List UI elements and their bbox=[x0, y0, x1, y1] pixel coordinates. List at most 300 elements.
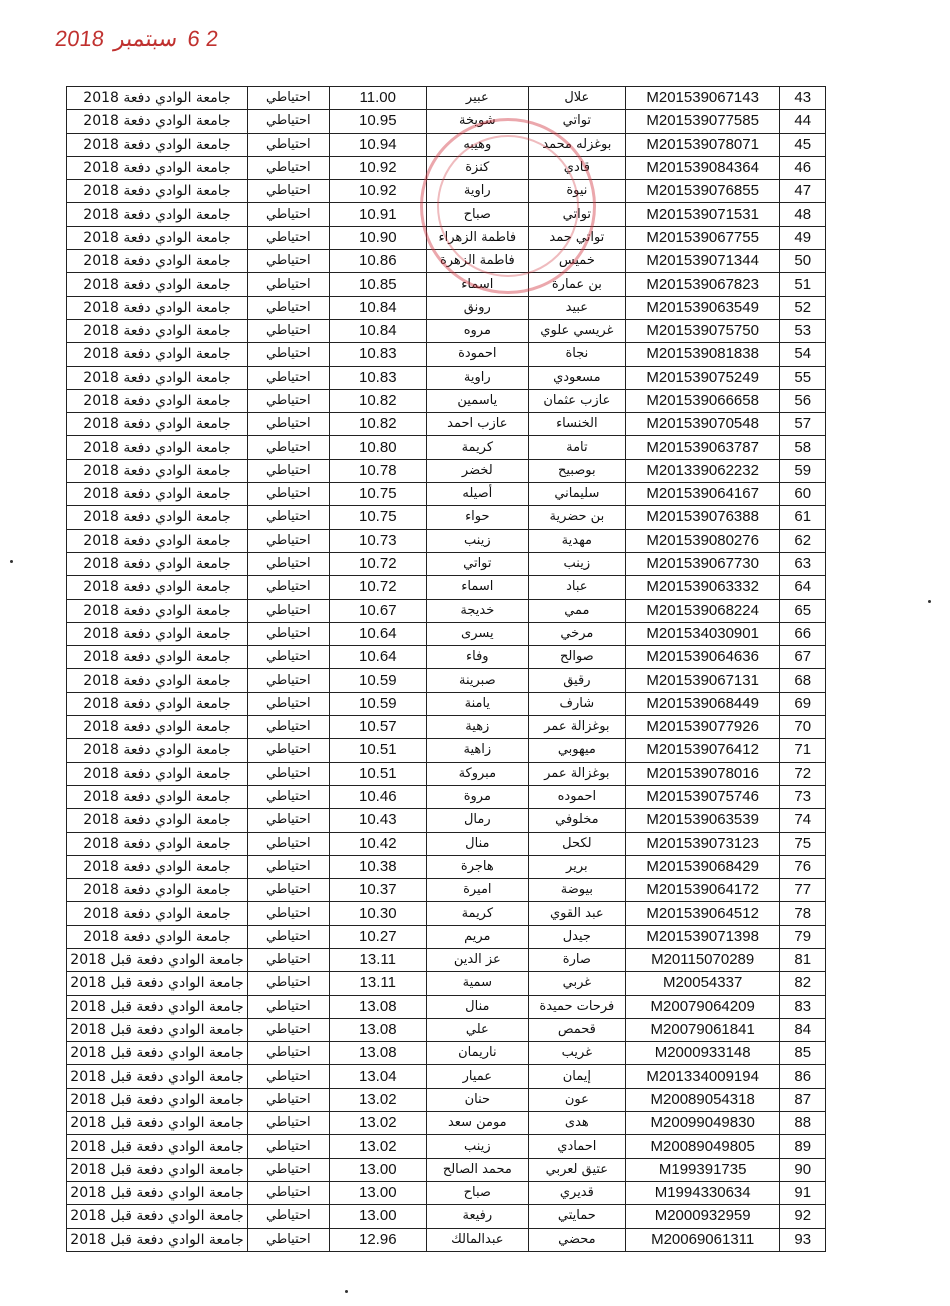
institution-cell: جامعة الوادي دفعة 2018 bbox=[67, 250, 248, 273]
institution-cell: جامعة الوادي دفعة 2018 bbox=[67, 459, 248, 482]
status-cell: احتياطي bbox=[247, 483, 329, 506]
first-name-cell: يامنة bbox=[426, 692, 528, 715]
average-cell: 13.04 bbox=[329, 1065, 426, 1088]
institution-cell: جامعة الوادي دفعة قبل 2018 bbox=[67, 1088, 248, 1111]
status-cell: احتياطي bbox=[247, 809, 329, 832]
average-cell: 10.84 bbox=[329, 296, 426, 319]
matricule-cell: M201539068449 bbox=[625, 692, 780, 715]
table-row bbox=[67, 250, 826, 273]
first-name-cell: مومن سعد bbox=[426, 1112, 528, 1135]
row-number-cell: 68 bbox=[780, 669, 826, 692]
matricule-cell: M201539075746 bbox=[625, 785, 780, 808]
average-cell: 10.59 bbox=[329, 692, 426, 715]
row-number-cell: 59 bbox=[780, 459, 826, 482]
average-cell: 10.75 bbox=[329, 483, 426, 506]
matricule-cell: M201539063549 bbox=[625, 296, 780, 319]
institution-cell: جامعة الوادي دفعة قبل 2018 bbox=[67, 1065, 248, 1088]
table-row bbox=[67, 972, 826, 995]
table-row bbox=[67, 319, 826, 342]
first-name-cell: عازب احمد bbox=[426, 413, 528, 436]
matricule-cell: M201334009194 bbox=[625, 1065, 780, 1088]
status-cell: احتياطي bbox=[247, 319, 329, 342]
row-number-cell: 51 bbox=[780, 273, 826, 296]
row-number-cell: 45 bbox=[780, 133, 826, 156]
row-number-cell: 46 bbox=[780, 156, 826, 179]
first-name-cell: وهيبه bbox=[426, 133, 528, 156]
row-number-cell: 76 bbox=[780, 855, 826, 878]
last-name-cell: قادي bbox=[528, 156, 625, 179]
last-name-cell: خميس bbox=[528, 250, 625, 273]
last-name-cell: هدى bbox=[528, 1112, 625, 1135]
row-number-cell: 67 bbox=[780, 646, 826, 669]
institution-cell: جامعة الوادي دفعة 2018 bbox=[67, 879, 248, 902]
status-cell: احتياطي bbox=[247, 622, 329, 645]
table-row bbox=[67, 483, 826, 506]
row-number-cell: 66 bbox=[780, 622, 826, 645]
institution-cell: جامعة الوادي دفعة 2018 bbox=[67, 902, 248, 925]
last-name-cell: بوغزالة عمر bbox=[528, 716, 625, 739]
institution-cell: جامعة الوادي دفعة 2018 bbox=[67, 739, 248, 762]
first-name-cell: محمد الصالح bbox=[426, 1158, 528, 1181]
matricule-cell: M20054337 bbox=[625, 972, 780, 995]
row-number-cell: 86 bbox=[780, 1065, 826, 1088]
matricule-cell: M201539064172 bbox=[625, 879, 780, 902]
status-cell: احتياطي bbox=[247, 250, 329, 273]
last-name-cell: رقيق bbox=[528, 669, 625, 692]
last-name-cell: غريب bbox=[528, 1042, 625, 1065]
matricule-cell: M201539071398 bbox=[625, 925, 780, 948]
last-name-cell: عازب عثمان bbox=[528, 389, 625, 412]
status-cell: احتياطي bbox=[247, 529, 329, 552]
row-number-cell: 52 bbox=[780, 296, 826, 319]
matricule-cell: M20079064209 bbox=[625, 995, 780, 1018]
status-cell: احتياطي bbox=[247, 1135, 329, 1158]
table-row bbox=[67, 785, 826, 808]
average-cell: 10.95 bbox=[329, 110, 426, 133]
first-name-cell: حنان bbox=[426, 1088, 528, 1111]
matricule-cell: M201539078071 bbox=[625, 133, 780, 156]
last-name-cell: قحمص bbox=[528, 1018, 625, 1041]
matricule-cell: M2000933148 bbox=[625, 1042, 780, 1065]
institution-cell: جامعة الوادي دفعة 2018 bbox=[67, 622, 248, 645]
row-number-cell: 57 bbox=[780, 413, 826, 436]
institution-cell: جامعة الوادي دفعة قبل 2018 bbox=[67, 1205, 248, 1228]
table-row bbox=[67, 110, 826, 133]
first-name-cell: سمية bbox=[426, 972, 528, 995]
first-name-cell: رونق bbox=[426, 296, 528, 319]
matricule-cell: M201539068224 bbox=[625, 599, 780, 622]
matricule-cell: M201539071344 bbox=[625, 250, 780, 273]
table-row bbox=[67, 552, 826, 575]
matricule-cell: M201539063539 bbox=[625, 809, 780, 832]
status-cell: احتياطي bbox=[247, 879, 329, 902]
status-cell: احتياطي bbox=[247, 273, 329, 296]
last-name-cell: نيوة bbox=[528, 180, 625, 203]
status-cell: احتياطي bbox=[247, 133, 329, 156]
institution-cell: جامعة الوادي دفعة 2018 bbox=[67, 576, 248, 599]
matricule-cell: M199391735 bbox=[625, 1158, 780, 1181]
status-cell: احتياطي bbox=[247, 948, 329, 971]
first-name-cell: راوية bbox=[426, 366, 528, 389]
last-name-cell: احموده bbox=[528, 785, 625, 808]
institution-cell: جامعة الوادي دفعة 2018 bbox=[67, 809, 248, 832]
last-name-cell: عباد bbox=[528, 576, 625, 599]
last-name-cell: محضي bbox=[528, 1228, 625, 1251]
institution-cell: جامعة الوادي دفعة قبل 2018 bbox=[67, 995, 248, 1018]
first-name-cell: راوية bbox=[426, 180, 528, 203]
table-row bbox=[67, 87, 826, 110]
status-cell: احتياطي bbox=[247, 832, 329, 855]
institution-cell: جامعة الوادي دفعة 2018 bbox=[67, 855, 248, 878]
table-row bbox=[67, 832, 826, 855]
table-row bbox=[67, 1018, 826, 1041]
institution-cell: جامعة الوادي دفعة 2018 bbox=[67, 762, 248, 785]
status-cell: احتياطي bbox=[247, 389, 329, 412]
average-cell: 10.85 bbox=[329, 273, 426, 296]
row-number-cell: 64 bbox=[780, 576, 826, 599]
matricule-cell: M201539075249 bbox=[625, 366, 780, 389]
institution-cell: جامعة الوادي دفعة 2018 bbox=[67, 110, 248, 133]
table-row bbox=[67, 925, 826, 948]
table-row bbox=[67, 855, 826, 878]
average-cell: 10.59 bbox=[329, 669, 426, 692]
last-name-cell: غربي bbox=[528, 972, 625, 995]
status-cell: احتياطي bbox=[247, 925, 329, 948]
last-name-cell: حمايتي bbox=[528, 1205, 625, 1228]
average-cell: 10.75 bbox=[329, 506, 426, 529]
matricule-cell: M201539081838 bbox=[625, 343, 780, 366]
table-row bbox=[67, 436, 826, 459]
matricule-cell: M20069061311 bbox=[625, 1228, 780, 1251]
table-row bbox=[67, 739, 826, 762]
last-name-cell: تامة bbox=[528, 436, 625, 459]
row-number-cell: 78 bbox=[780, 902, 826, 925]
average-cell: 10.83 bbox=[329, 343, 426, 366]
last-name-cell: تواتي bbox=[528, 203, 625, 226]
matricule-cell: M2000932959 bbox=[625, 1205, 780, 1228]
average-cell: 13.08 bbox=[329, 1018, 426, 1041]
status-cell: احتياطي bbox=[247, 669, 329, 692]
row-number-cell: 48 bbox=[780, 203, 826, 226]
matricule-cell: M201539075750 bbox=[625, 319, 780, 342]
table-row bbox=[67, 133, 826, 156]
row-number-cell: 60 bbox=[780, 483, 826, 506]
average-cell: 13.08 bbox=[329, 995, 426, 1018]
matricule-cell: M201539080276 bbox=[625, 529, 780, 552]
last-name-cell: بوصبيح bbox=[528, 459, 625, 482]
status-cell: احتياطي bbox=[247, 1018, 329, 1041]
table-row bbox=[67, 459, 826, 482]
first-name-cell: زينب bbox=[426, 529, 528, 552]
row-number-cell: 81 bbox=[780, 948, 826, 971]
first-name-cell: منال bbox=[426, 832, 528, 855]
first-name-cell: فاطمة الزهراء bbox=[426, 226, 528, 249]
average-cell: 13.00 bbox=[329, 1158, 426, 1181]
status-cell: احتياطي bbox=[247, 995, 329, 1018]
row-number-cell: 74 bbox=[780, 809, 826, 832]
row-number-cell: 54 bbox=[780, 343, 826, 366]
first-name-cell: اسماء bbox=[426, 576, 528, 599]
table-row bbox=[67, 948, 826, 971]
status-cell: احتياطي bbox=[247, 203, 329, 226]
matricule-cell: M201534030901 bbox=[625, 622, 780, 645]
matricule-cell: M201539064636 bbox=[625, 646, 780, 669]
matricule-cell: M20115070289 bbox=[625, 948, 780, 971]
status-cell: احتياطي bbox=[247, 646, 329, 669]
institution-cell: جامعة الوادي دفعة 2018 bbox=[67, 180, 248, 203]
scan-speck bbox=[345, 1290, 348, 1293]
row-number-cell: 90 bbox=[780, 1158, 826, 1181]
table-row bbox=[67, 1088, 826, 1111]
matricule-cell: M20079061841 bbox=[625, 1018, 780, 1041]
row-number-cell: 72 bbox=[780, 762, 826, 785]
first-name-cell: وفاء bbox=[426, 646, 528, 669]
matricule-cell: M201539064167 bbox=[625, 483, 780, 506]
status-cell: احتياطي bbox=[247, 552, 329, 575]
last-name-cell: بوغزله محمد bbox=[528, 133, 625, 156]
table-row bbox=[67, 669, 826, 692]
average-cell: 10.51 bbox=[329, 739, 426, 762]
average-cell: 10.91 bbox=[329, 203, 426, 226]
last-name-cell: زينب bbox=[528, 552, 625, 575]
row-number-cell: 62 bbox=[780, 529, 826, 552]
institution-cell: جامعة الوادي دفعة قبل 2018 bbox=[67, 1018, 248, 1041]
matricule-cell: M201539076855 bbox=[625, 180, 780, 203]
institution-cell: جامعة الوادي دفعة 2018 bbox=[67, 389, 248, 412]
average-cell: 10.92 bbox=[329, 180, 426, 203]
average-cell: 13.00 bbox=[329, 1205, 426, 1228]
table-row bbox=[67, 1158, 826, 1181]
average-cell: 10.42 bbox=[329, 832, 426, 855]
table-row bbox=[67, 692, 826, 715]
average-cell: 10.86 bbox=[329, 250, 426, 273]
status-cell: احتياطي bbox=[247, 506, 329, 529]
last-name-cell: بن حضرية bbox=[528, 506, 625, 529]
first-name-cell: عميار bbox=[426, 1065, 528, 1088]
institution-cell: جامعة الوادي دفعة قبل 2018 bbox=[67, 948, 248, 971]
average-cell: 10.90 bbox=[329, 226, 426, 249]
average-cell: 10.82 bbox=[329, 389, 426, 412]
last-name-cell: لكحل bbox=[528, 832, 625, 855]
average-cell: 10.78 bbox=[329, 459, 426, 482]
status-cell: احتياطي bbox=[247, 576, 329, 599]
table-row bbox=[67, 506, 826, 529]
row-number-cell: 61 bbox=[780, 506, 826, 529]
last-name-cell: مرخي bbox=[528, 622, 625, 645]
handwritten-date-stamp bbox=[53, 26, 220, 56]
institution-cell: جامعة الوادي دفعة قبل 2018 bbox=[67, 972, 248, 995]
table-row bbox=[67, 995, 826, 1018]
average-cell: 10.92 bbox=[329, 156, 426, 179]
row-number-cell: 71 bbox=[780, 739, 826, 762]
first-name-cell: يسرى bbox=[426, 622, 528, 645]
first-name-cell: اميرة bbox=[426, 879, 528, 902]
average-cell: 10.83 bbox=[329, 366, 426, 389]
row-number-cell: 75 bbox=[780, 832, 826, 855]
average-cell: 13.02 bbox=[329, 1088, 426, 1111]
status-cell: احتياطي bbox=[247, 1228, 329, 1251]
table-row bbox=[67, 203, 826, 226]
last-name-cell: فرحات حميدة bbox=[528, 995, 625, 1018]
date-year: 2018 bbox=[53, 26, 106, 51]
matricule-cell: M201539076412 bbox=[625, 739, 780, 762]
last-name-cell: برير bbox=[528, 855, 625, 878]
date-day: 2 6 bbox=[186, 26, 220, 51]
average-cell: 10.64 bbox=[329, 622, 426, 645]
row-number-cell: 58 bbox=[780, 436, 826, 459]
first-name-cell: حواء bbox=[426, 506, 528, 529]
matricule-cell: M201539076388 bbox=[625, 506, 780, 529]
institution-cell: جامعة الوادي دفعة 2018 bbox=[67, 506, 248, 529]
first-name-cell: عبدالمالك bbox=[426, 1228, 528, 1251]
status-cell: احتياطي bbox=[247, 739, 329, 762]
row-number-cell: 83 bbox=[780, 995, 826, 1018]
average-cell: 13.02 bbox=[329, 1112, 426, 1135]
row-number-cell: 47 bbox=[780, 180, 826, 203]
first-name-cell: مروة bbox=[426, 785, 528, 808]
average-cell: 10.46 bbox=[329, 785, 426, 808]
first-name-cell: منال bbox=[426, 995, 528, 1018]
first-name-cell: علي bbox=[426, 1018, 528, 1041]
average-cell: 10.80 bbox=[329, 436, 426, 459]
first-name-cell: مروه bbox=[426, 319, 528, 342]
matricule-cell: M1994330634 bbox=[625, 1181, 780, 1204]
matricule-cell: M20089049805 bbox=[625, 1135, 780, 1158]
matricule-cell: M20099049830 bbox=[625, 1112, 780, 1135]
last-name-cell: صارة bbox=[528, 948, 625, 971]
table-row bbox=[67, 646, 826, 669]
row-number-cell: 87 bbox=[780, 1088, 826, 1111]
date-month: سبتمبر bbox=[112, 26, 179, 51]
institution-cell: جامعة الوادي دفعة 2018 bbox=[67, 296, 248, 319]
last-name-cell: بن عمارة bbox=[528, 273, 625, 296]
first-name-cell: زينب bbox=[426, 1135, 528, 1158]
institution-cell: جامعة الوادي دفعة 2018 bbox=[67, 343, 248, 366]
status-cell: احتياطي bbox=[247, 1112, 329, 1135]
last-name-cell: نجاة bbox=[528, 343, 625, 366]
row-number-cell: 65 bbox=[780, 599, 826, 622]
table-row bbox=[67, 622, 826, 645]
first-name-cell: اسماء bbox=[426, 273, 528, 296]
institution-cell: جامعة الوادي دفعة 2018 bbox=[67, 203, 248, 226]
average-cell: 10.64 bbox=[329, 646, 426, 669]
matricule-cell: M201539064512 bbox=[625, 902, 780, 925]
table-row bbox=[67, 879, 826, 902]
table-row bbox=[67, 1181, 826, 1204]
status-cell: احتياطي bbox=[247, 1088, 329, 1111]
table-row bbox=[67, 529, 826, 552]
last-name-cell: بيوضة bbox=[528, 879, 625, 902]
status-cell: احتياطي bbox=[247, 226, 329, 249]
first-name-cell: فاطمة الزهرة bbox=[426, 250, 528, 273]
row-number-cell: 49 bbox=[780, 226, 826, 249]
row-number-cell: 91 bbox=[780, 1181, 826, 1204]
average-cell: 13.11 bbox=[329, 972, 426, 995]
status-cell: احتياطي bbox=[247, 436, 329, 459]
first-name-cell: خديجة bbox=[426, 599, 528, 622]
row-number-cell: 53 bbox=[780, 319, 826, 342]
first-name-cell: أصيله bbox=[426, 483, 528, 506]
last-name-cell: احمادي bbox=[528, 1135, 625, 1158]
row-number-cell: 44 bbox=[780, 110, 826, 133]
institution-cell: جامعة الوادي دفعة 2018 bbox=[67, 529, 248, 552]
table-row bbox=[67, 1135, 826, 1158]
institution-cell: جامعة الوادي دفعة 2018 bbox=[67, 832, 248, 855]
matricule-cell: M201539063332 bbox=[625, 576, 780, 599]
institution-cell: جامعة الوادي دفعة 2018 bbox=[67, 646, 248, 669]
first-name-cell: تواتي bbox=[426, 552, 528, 575]
last-name-cell: علال bbox=[528, 87, 625, 110]
matricule-cell: M201539063787 bbox=[625, 436, 780, 459]
average-cell: 10.38 bbox=[329, 855, 426, 878]
matricule-cell: M201539071531 bbox=[625, 203, 780, 226]
table-row bbox=[67, 389, 826, 412]
status-cell: احتياطي bbox=[247, 156, 329, 179]
institution-cell: جامعة الوادي دفعة 2018 bbox=[67, 436, 248, 459]
first-name-cell: ياسمين bbox=[426, 389, 528, 412]
row-number-cell: 84 bbox=[780, 1018, 826, 1041]
institution-cell: جامعة الوادي دفعة 2018 bbox=[67, 716, 248, 739]
table-row bbox=[67, 413, 826, 436]
row-number-cell: 93 bbox=[780, 1228, 826, 1251]
table-row bbox=[67, 1042, 826, 1065]
matricule-cell: M201539067755 bbox=[625, 226, 780, 249]
status-cell: احتياطي bbox=[247, 1158, 329, 1181]
last-name-cell: صوالح bbox=[528, 646, 625, 669]
institution-cell: جامعة الوادي دفعة 2018 bbox=[67, 226, 248, 249]
row-number-cell: 55 bbox=[780, 366, 826, 389]
matricule-cell: M201539078016 bbox=[625, 762, 780, 785]
matricule-cell: M201539067730 bbox=[625, 552, 780, 575]
row-number-cell: 43 bbox=[780, 87, 826, 110]
matricule-cell: M201539077926 bbox=[625, 716, 780, 739]
status-cell: احتياطي bbox=[247, 1205, 329, 1228]
institution-cell: جامعة الوادي دفعة 2018 bbox=[67, 552, 248, 575]
records-table-body bbox=[67, 87, 826, 1252]
row-number-cell: 85 bbox=[780, 1042, 826, 1065]
institution-cell: جامعة الوادي دفعة قبل 2018 bbox=[67, 1228, 248, 1251]
matricule-cell: M201539084364 bbox=[625, 156, 780, 179]
row-number-cell: 70 bbox=[780, 716, 826, 739]
institution-cell: جامعة الوادي دفعة 2018 bbox=[67, 413, 248, 436]
first-name-cell: كنزة bbox=[426, 156, 528, 179]
institution-cell: جامعة الوادي دفعة 2018 bbox=[67, 319, 248, 342]
table-row bbox=[67, 180, 826, 203]
last-name-cell: جيدل bbox=[528, 925, 625, 948]
first-name-cell: زاهية bbox=[426, 739, 528, 762]
last-name-cell: شارف bbox=[528, 692, 625, 715]
first-name-cell: كريمة bbox=[426, 436, 528, 459]
table-row bbox=[67, 762, 826, 785]
last-name-cell: غريسي علوي bbox=[528, 319, 625, 342]
average-cell: 10.51 bbox=[329, 762, 426, 785]
first-name-cell: لخضر bbox=[426, 459, 528, 482]
average-cell: 13.00 bbox=[329, 1181, 426, 1204]
row-number-cell: 92 bbox=[780, 1205, 826, 1228]
last-name-cell: مهدية bbox=[528, 529, 625, 552]
matricule-cell: M201539073123 bbox=[625, 832, 780, 855]
status-cell: احتياطي bbox=[247, 692, 329, 715]
last-name-cell: تواتي حمد bbox=[528, 226, 625, 249]
records-table bbox=[66, 86, 826, 1252]
first-name-cell: احمودة bbox=[426, 343, 528, 366]
first-name-cell: صبرينة bbox=[426, 669, 528, 692]
last-name-cell: عتيق لعربي bbox=[528, 1158, 625, 1181]
first-name-cell: مريم bbox=[426, 925, 528, 948]
table-row bbox=[67, 296, 826, 319]
institution-cell: جامعة الوادي دفعة قبل 2018 bbox=[67, 1181, 248, 1204]
institution-cell: جامعة الوادي دفعة قبل 2018 bbox=[67, 1158, 248, 1181]
